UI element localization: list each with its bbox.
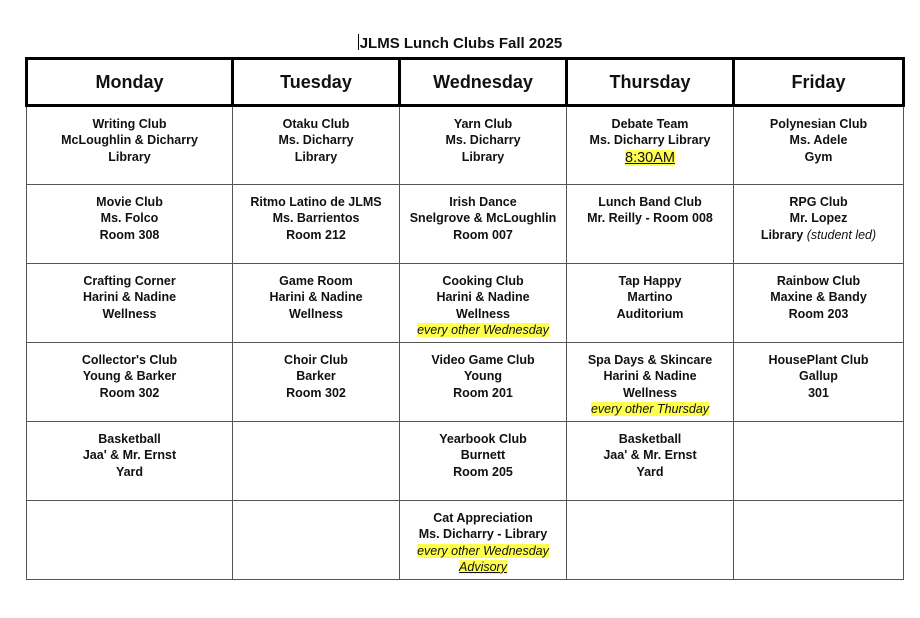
- club-cell[interactable]: [400, 501, 567, 580]
- club-lead: Gallup: [799, 369, 838, 384]
- club-cell[interactable]: [27, 343, 233, 422]
- club-lead: Mr. Reilly - Room 008: [587, 211, 713, 226]
- club-lead: Ms. Barrientos: [272, 211, 360, 226]
- club-cell[interactable]: [567, 185, 734, 264]
- club-lead: Burnett: [460, 448, 506, 463]
- club-location: Library: [760, 227, 804, 242]
- empty-cell[interactable]: [233, 422, 400, 501]
- club-time: 8:30AM: [625, 149, 675, 166]
- club-name: Debate Team: [611, 117, 689, 131]
- club-cell[interactable]: [567, 343, 734, 422]
- club-name: Polynesian Club: [769, 117, 868, 131]
- club-lead: Ms. Dicharry - Library: [418, 527, 548, 542]
- club-name: Tap Happy: [618, 274, 682, 288]
- club-name: Rainbow Club: [776, 274, 861, 288]
- table-row: [27, 501, 904, 580]
- club-lead: Young & Barker: [82, 369, 177, 384]
- empty-cell[interactable]: [27, 501, 233, 580]
- club-location: Room 201: [453, 385, 513, 400]
- club-lead: Harini & Nadine: [436, 290, 530, 305]
- header-wednesday: Wednesday: [400, 59, 567, 106]
- club-name: Lunch Band Club: [598, 195, 702, 209]
- empty-cell[interactable]: [567, 501, 734, 580]
- club-location: Room 205: [453, 464, 513, 479]
- club-name: Crafting Corner: [83, 274, 176, 288]
- club-location: Wellness: [623, 385, 677, 400]
- header-friday: Friday: [734, 59, 904, 106]
- club-location: Room 302: [286, 385, 346, 400]
- empty-cell[interactable]: [233, 501, 400, 580]
- club-cell[interactable]: [27, 264, 233, 343]
- club-cell[interactable]: [400, 185, 567, 264]
- club-cell[interactable]: [233, 264, 400, 343]
- club-cell[interactable]: [734, 264, 904, 343]
- club-name: Ritmo Latino de JLMS: [250, 195, 382, 209]
- club-lead: Ms. Adele: [789, 133, 848, 148]
- club-name: Cat Appreciation: [433, 511, 533, 525]
- lunch-clubs-table: [25, 57, 905, 580]
- club-lead: Ms. Folco: [100, 211, 159, 226]
- club-name: Yarn Club: [453, 117, 513, 131]
- club-name: Choir Club: [284, 353, 348, 367]
- club-location: Wellness: [102, 306, 157, 321]
- club-lead: Ms. Dicharry Library: [589, 133, 711, 148]
- club-name: Game Room: [279, 274, 353, 288]
- club-lead: Jaa' & Mr. Ernst: [82, 448, 177, 463]
- club-cell[interactable]: [233, 185, 400, 264]
- club-cell[interactable]: [400, 264, 567, 343]
- club-cell[interactable]: [567, 264, 734, 343]
- club-location: Wellness: [456, 306, 510, 321]
- club-name: Basketball: [98, 432, 161, 446]
- title-text: JLMS Lunch Clubs Fall 2025: [359, 35, 563, 52]
- club-location: Yard: [636, 464, 664, 479]
- club-lead: Harini & Nadine: [603, 369, 697, 384]
- club-lead: Maxine & Bandy: [770, 290, 867, 305]
- club-location: Room 302: [99, 385, 160, 400]
- club-name: RPG Club: [789, 195, 848, 209]
- club-lead: McLoughlin & Dicharry: [61, 133, 198, 148]
- club-cell[interactable]: [27, 422, 233, 501]
- club-cell[interactable]: [233, 343, 400, 422]
- club-location: Library: [461, 149, 505, 164]
- club-location: Wellness: [289, 306, 343, 321]
- club-cell[interactable]: [400, 422, 567, 501]
- club-lead: Harini & Nadine: [82, 290, 177, 305]
- club-lead: Martino: [627, 290, 673, 305]
- table-row: [27, 264, 904, 343]
- advisory-note: Advisory: [459, 559, 507, 574]
- club-name: Video Game Club: [431, 353, 535, 367]
- table-row: [27, 185, 904, 264]
- club-name: Movie Club: [96, 195, 163, 209]
- header-row: [27, 59, 904, 106]
- club-name: Cooking Club: [442, 274, 524, 288]
- club-name: Basketball: [618, 432, 682, 446]
- club-cell[interactable]: [233, 106, 400, 185]
- club-location-note: (student led): [806, 227, 877, 242]
- header-tuesday: Tuesday: [233, 59, 400, 106]
- table-row: [27, 106, 904, 185]
- club-location: Library: [294, 149, 338, 164]
- club-name: Otaku Club: [282, 117, 350, 131]
- table-row: [27, 343, 904, 422]
- club-location: Room 203: [788, 306, 849, 321]
- club-location: Auditorium: [616, 306, 684, 321]
- club-cell[interactable]: [567, 422, 734, 501]
- text-cursor: [358, 34, 359, 50]
- club-cell[interactable]: [400, 343, 567, 422]
- club-location: Library: [108, 149, 151, 164]
- club-lead: Harini & Nadine: [269, 290, 363, 305]
- club-location: Yard: [115, 464, 144, 479]
- club-cell[interactable]: [27, 106, 233, 185]
- schedule-note: every other Thursday: [590, 401, 710, 416]
- club-cell[interactable]: [27, 185, 233, 264]
- club-cell[interactable]: [400, 106, 567, 185]
- club-name: HousePlant Club: [768, 353, 869, 367]
- club-cell[interactable]: [734, 106, 904, 185]
- club-name: Spa Days & Skincare: [587, 353, 713, 367]
- empty-cell[interactable]: [734, 501, 904, 580]
- club-location: Room 212: [286, 227, 346, 242]
- schedule-note: every other Wednesday: [417, 322, 549, 337]
- club-lead: Mr. Lopez: [789, 211, 848, 226]
- document-title: [0, 34, 920, 52]
- club-location: Room 308: [99, 227, 160, 242]
- empty-cell[interactable]: [734, 422, 904, 501]
- schedule-note: every other Wednesday: [417, 543, 549, 558]
- club-cell[interactable]: [734, 343, 904, 422]
- header-thursday: Thursday: [567, 59, 734, 106]
- club-name: Collector's Club: [81, 353, 178, 367]
- club-name: Irish Dance: [449, 195, 517, 209]
- club-location: Room 007: [453, 227, 513, 242]
- club-lead: Ms. Dicharry: [278, 133, 354, 148]
- club-location: 301: [808, 385, 829, 400]
- club-name: Writing Club: [92, 117, 167, 131]
- table-row: [27, 422, 904, 501]
- club-lead: Ms. Dicharry: [445, 133, 521, 148]
- club-lead: Barker: [296, 369, 336, 384]
- club-lead: Snelgrove & McLoughlin: [409, 211, 557, 226]
- club-location: Gym: [804, 149, 833, 164]
- club-cell[interactable]: [567, 106, 734, 185]
- header-monday: Monday: [27, 59, 233, 106]
- club-cell[interactable]: [734, 185, 904, 264]
- club-lead: Jaa' & Mr. Ernst: [603, 448, 697, 463]
- club-lead: Young: [464, 369, 502, 384]
- club-name: Yearbook Club: [439, 432, 527, 446]
